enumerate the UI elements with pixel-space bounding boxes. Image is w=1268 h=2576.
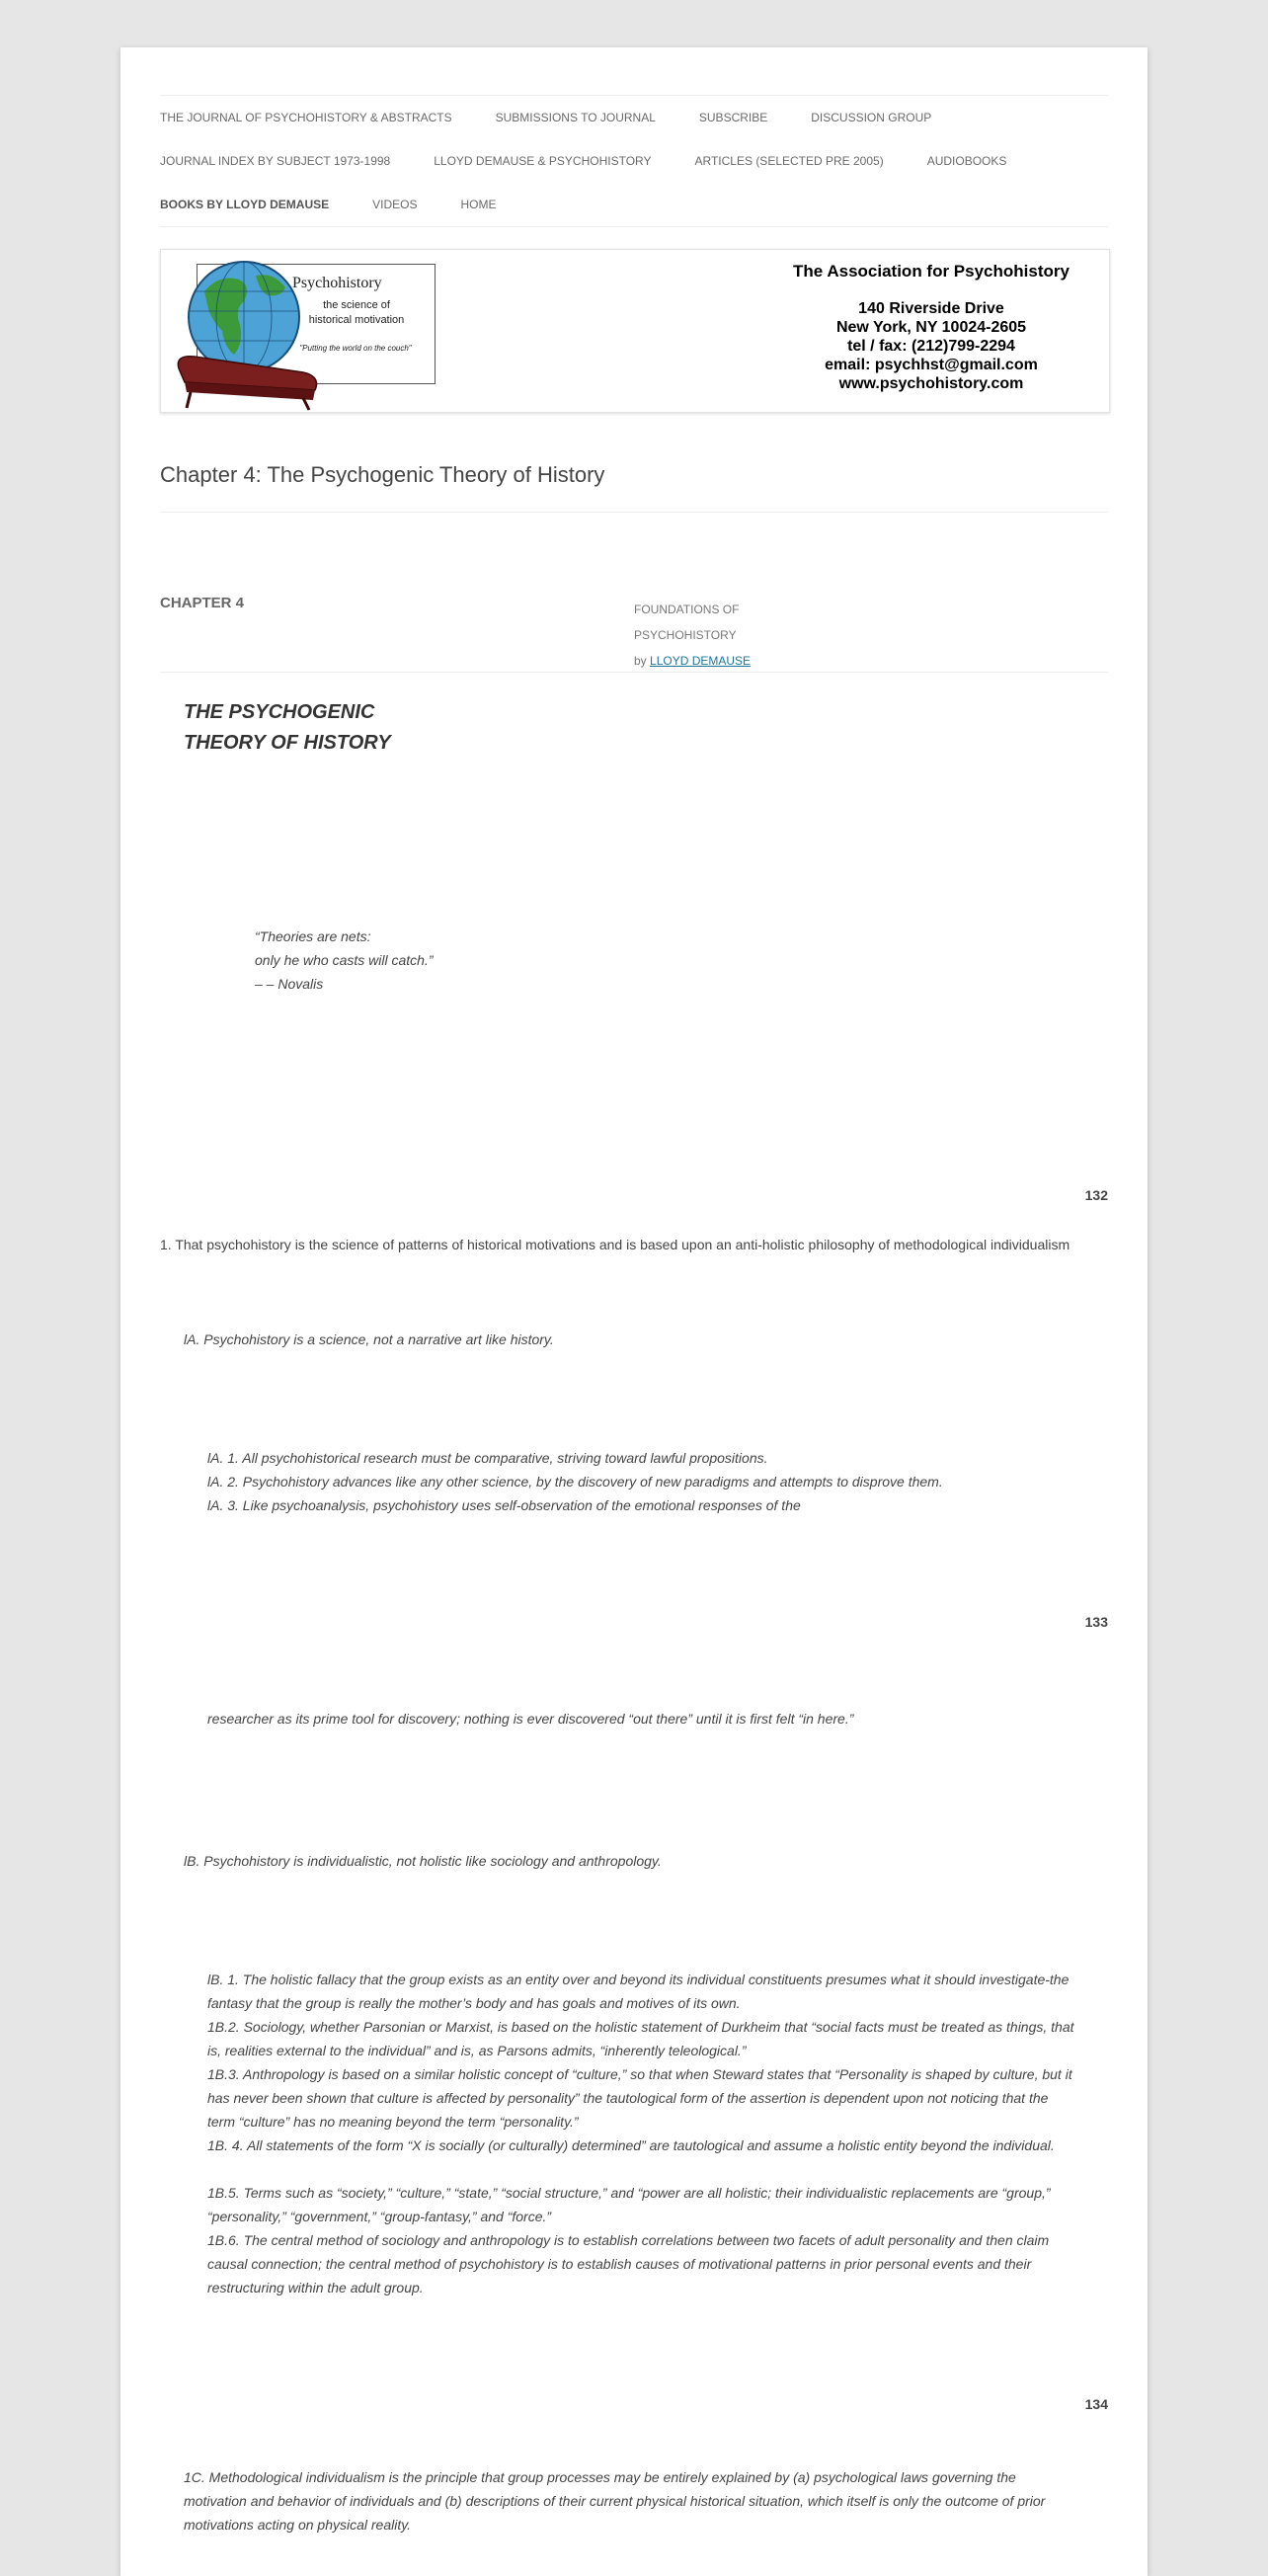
by-text: by bbox=[634, 654, 647, 668]
nav-home[interactable]: HOME bbox=[460, 198, 497, 211]
nav-videos[interactable]: VIDEOS bbox=[372, 198, 418, 211]
globe-couch-icon bbox=[165, 252, 333, 412]
paragraph-1c: 1C. Methodological individualism is the principle that group processes may be entirely explained by (a) psychological laws governing the motivation and behavior of individuals and (b) descriptions of their current physical historical situation, which itself is only the outcome of prior motivations acting on physical reality. bbox=[184, 2469, 1046, 2533]
nav-audiobooks[interactable]: AUDIOBOOKS bbox=[926, 154, 1007, 168]
foundations-label bbox=[634, 597, 772, 674]
foundations-text: FOUNDATIONS OF PSYCHOHISTORY bbox=[634, 603, 740, 642]
page-number: 133 bbox=[1084, 1614, 1108, 1630]
paragraph-1b6: 1B.6. The central method of sociology and anthropology is to establish correlations between two facets of adult personality and then claim causal connection; the central method of psychohistory is to establish causes of motivational patterns in prior personal events and their restructuring within the adult group. bbox=[207, 2232, 1050, 2295]
epigraph bbox=[255, 925, 434, 996]
nav-journal-index[interactable]: JOURNAL INDEX BY SUBJECT 1973-1998 bbox=[160, 154, 391, 168]
nav-row-3 bbox=[160, 183, 1108, 226]
address-line-2: New York, NY 10024-2605 bbox=[835, 319, 1027, 336]
byline bbox=[634, 648, 772, 674]
nav-lloyd-demause[interactable]: LLOYD DEMAUSE & PSYCHOHISTORY bbox=[434, 154, 652, 168]
nav-row-2 bbox=[160, 139, 1108, 183]
logo-sub-line-2: historical motivation bbox=[308, 314, 405, 326]
heading-line-1: THE PSYCHOGENIC bbox=[184, 701, 375, 723]
paragraph-1b1: lB. 1. The holistic fallacy that the group exists as an entity over and beyond its individual constituents presumes what it should investigate-the fantasy that the group is really the mother’s body and has goals and motives of its own. bbox=[207, 1972, 1070, 2011]
header-banner[interactable] bbox=[160, 249, 1110, 413]
nav-submissions[interactable]: SUBMISSIONS TO JOURNAL bbox=[495, 111, 656, 124]
author-link[interactable]: LLOYD DEMAUSE bbox=[650, 654, 752, 668]
quote-attribution: – – Novalis bbox=[255, 976, 324, 992]
nav-row-1 bbox=[160, 96, 1108, 139]
association-info bbox=[773, 262, 1089, 393]
association-title: The Association for Psychohistory bbox=[793, 262, 1070, 281]
paragraph-1b2: 1B.2. Sociology, whether Parsonian or Marxist, is based on the holistic statement of Durkheim that “social facts must be treated as things, that is, realities external to the individual” and is, as Parsons admits, “inherently teleological.” bbox=[207, 2019, 1074, 2058]
paragraph-1a1: lA. 1. All psychohistorical research must be comparative, striving toward lawful propositions. bbox=[207, 1450, 768, 1466]
nav-articles[interactable]: ARTICLES (SELECTED PRE 2005) bbox=[694, 154, 884, 168]
paragraph-1a2: lA. 2. Psychohistory advances like any other science, by the discovery of new paradigms and attempts to disprove them. bbox=[207, 1474, 943, 1489]
address-line-1: 140 Riverside Drive bbox=[858, 300, 1004, 317]
nav-journal[interactable]: THE JOURNAL OF PSYCHOHISTORY & ABSTRACTS bbox=[160, 111, 452, 124]
paragraph-1b3: 1B.3. Anthropology is based on a similar holistic concept of “culture,” so that when Steward states that “Personality is shaped by culture, but it has never been shown that culture is affected by personality” the tautological form of the assertion is dependent upon not noticing that the term “culture” has no meaning beyond the term “personality.” bbox=[207, 2066, 1072, 2130]
nav-books[interactable]: BOOKS BY LLOYD DEMAUSE bbox=[160, 198, 330, 211]
quote-line-2: only he who casts will catch.” bbox=[255, 952, 434, 968]
quote-line-1: “Theories are nets: bbox=[255, 928, 371, 944]
paragraph-1b4: 1B. 4. All statements of the form “X is socially (or culturally) determined” are tautological and assume a holistic entity beyond the individual. bbox=[207, 2137, 1055, 2153]
website: www.psychohistory.com bbox=[838, 375, 1024, 392]
heading-line-2: THEORY OF HISTORY bbox=[184, 732, 391, 754]
nav-subscribe[interactable]: SUBSCRIBE bbox=[698, 111, 768, 124]
entry-meta bbox=[160, 577, 1108, 673]
page-number: 134 bbox=[1084, 2396, 1108, 2412]
main-navigation bbox=[160, 95, 1108, 227]
phone: tel / fax: (212)799-2294 bbox=[847, 338, 1015, 355]
page-title: Chapter 4: The Psychogenic Theory of History bbox=[160, 462, 1108, 513]
paragraph-1: 1. That psychohistory is the science of patterns of historical motivations and is based upon an anti-holistic philosophy of methodological individualism bbox=[160, 1237, 1070, 1252]
paragraph-1b5: 1B.5. Terms such as “society,” “culture,” “state,” “social structure,” and “power are all holistic; their individualistic replacements are “group,” “personality,” “government,” “group-fantasy,” and “force.” bbox=[207, 2185, 1051, 2224]
nav-discussion-group[interactable]: DISCUSSION GROUP bbox=[811, 111, 932, 124]
logo-tagline: "Putting the world on the couch" bbox=[299, 344, 412, 353]
chapter-label: CHAPTER 4 bbox=[160, 595, 245, 611]
paragraph-1a3: lA. 3. Like psychoanalysis, psychohistory uses self-observation of the emotional responses of the bbox=[207, 1497, 801, 1513]
logo-title: Psychohistory bbox=[292, 275, 382, 291]
paragraph-1a3-cont: researcher as its prime tool for discovery; nothing is ever discovered “out there” until it is first felt “in here.” bbox=[207, 1711, 854, 1727]
page-number: 132 bbox=[1084, 1187, 1108, 1203]
email: email: psychhst@gmail.com bbox=[825, 357, 1038, 373]
paragraph-1a: lA. Psychohistory is a science, not a narrative art like history. bbox=[184, 1331, 554, 1347]
logo-sub-line-1: the science of bbox=[323, 299, 390, 311]
chapter-heading bbox=[184, 697, 391, 759]
paragraph-1b: lB. Psychohistory is individualistic, not holistic like sociology and anthropology. bbox=[184, 1853, 662, 1869]
